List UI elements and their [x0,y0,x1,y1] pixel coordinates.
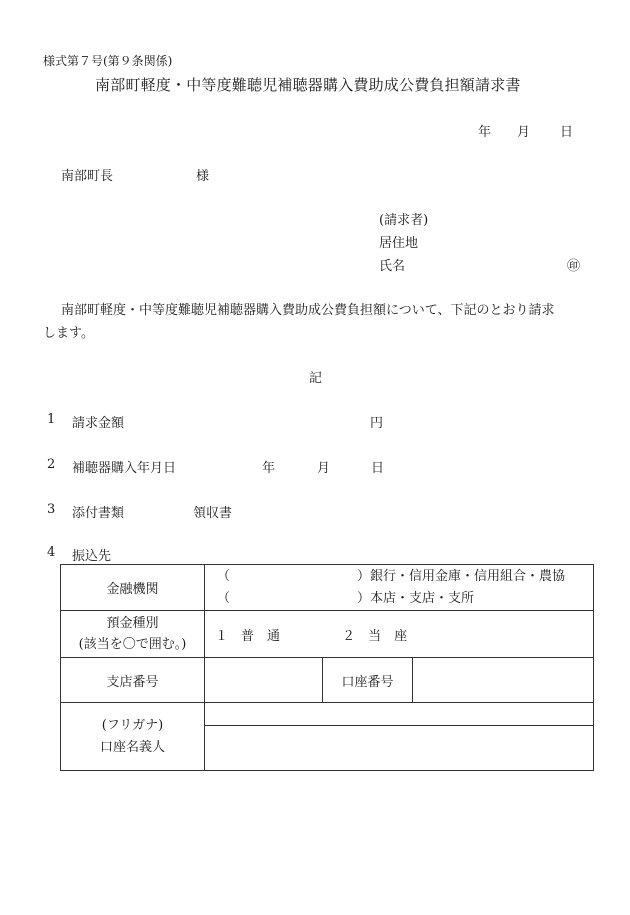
institution-open-paren-1: （ [217,568,231,584]
institution-input-cell[interactable] [205,565,594,611]
requester-heading: (請求者) [379,213,429,228]
account-number-label: 口座番号 [341,674,394,690]
branch-number-label: 支店番号 [106,674,159,690]
branch-types: ）本店・支店・支所 [357,590,475,606]
item-3-number: 3 [47,502,56,517]
account-holder-input-cell[interactable] [205,703,594,771]
item-4-number: 4 [47,545,56,560]
account-type-option-ordinary[interactable]: １ 普 通 [215,628,281,644]
date-month: 月 [517,125,531,140]
branch-number-input[interactable] [205,658,323,703]
institution-label: 金融機関 [106,582,159,597]
item-4-label: 振込先 [72,549,112,564]
account-type-option-current[interactable]: ２ 当 座 [342,628,408,644]
furigana-label: (フリガナ) [101,717,164,733]
account-holder-label: 口座名義人 [99,739,165,755]
account-number-label-cell [323,658,413,703]
item-1-label: 請求金額 [72,416,125,431]
account-type-label: 預金種別 [106,616,159,631]
institution-label-cell [61,565,205,611]
account-holder-label-cell [61,703,205,771]
addressee-honorific: 様 [196,169,210,184]
account-type-instruction: (該当を〇で囲む。) [78,637,187,652]
document-title: 南部町軽度・中等度難聴児補聴器購入費助成公費負担額請求書 [95,76,521,94]
item-1-unit: 円 [370,416,384,431]
account-number-input[interactable] [413,658,594,703]
account-type-label-cell [61,611,205,658]
account-holder-input[interactable] [205,726,593,770]
date-day: 日 [560,125,574,140]
form-number: 様式第７号(第９条関係) [43,54,173,68]
furigana-input[interactable] [205,703,593,726]
requester-name-label: 氏名 [379,259,406,274]
item-3-label: 添付書類 [72,506,125,521]
account-type-options-cell[interactable] [205,611,594,658]
date-year: 年 [478,125,492,140]
body-text-line1: 南部町軽度・中等度難聴児補聴器購入費助成公費負担額について、下記のとおり請求 [61,303,555,318]
bank-transfer-table [60,564,594,771]
item-2-day: 日 [371,461,385,476]
seal-mark: ㊞ [567,259,581,274]
item-2-number: 2 [47,457,56,472]
item-2-month: 月 [317,461,331,476]
institution-open-paren-2: （ [217,590,231,606]
body-text-line2: します。 [43,326,94,341]
item-2-year: 年 [262,461,276,476]
ki-heading: 記 [309,371,323,386]
addressee-name: 南部町長 [61,169,114,184]
item-2-label: 補聴器購入年月日 [72,461,177,476]
item-3-value: 領収書 [193,506,233,521]
institution-types: ）銀行・信用金庫・信用組合・農協 [357,568,566,584]
item-1-number: 1 [47,412,56,427]
branch-number-label-cell [61,658,205,703]
requester-address-label: 居住地 [379,236,419,251]
